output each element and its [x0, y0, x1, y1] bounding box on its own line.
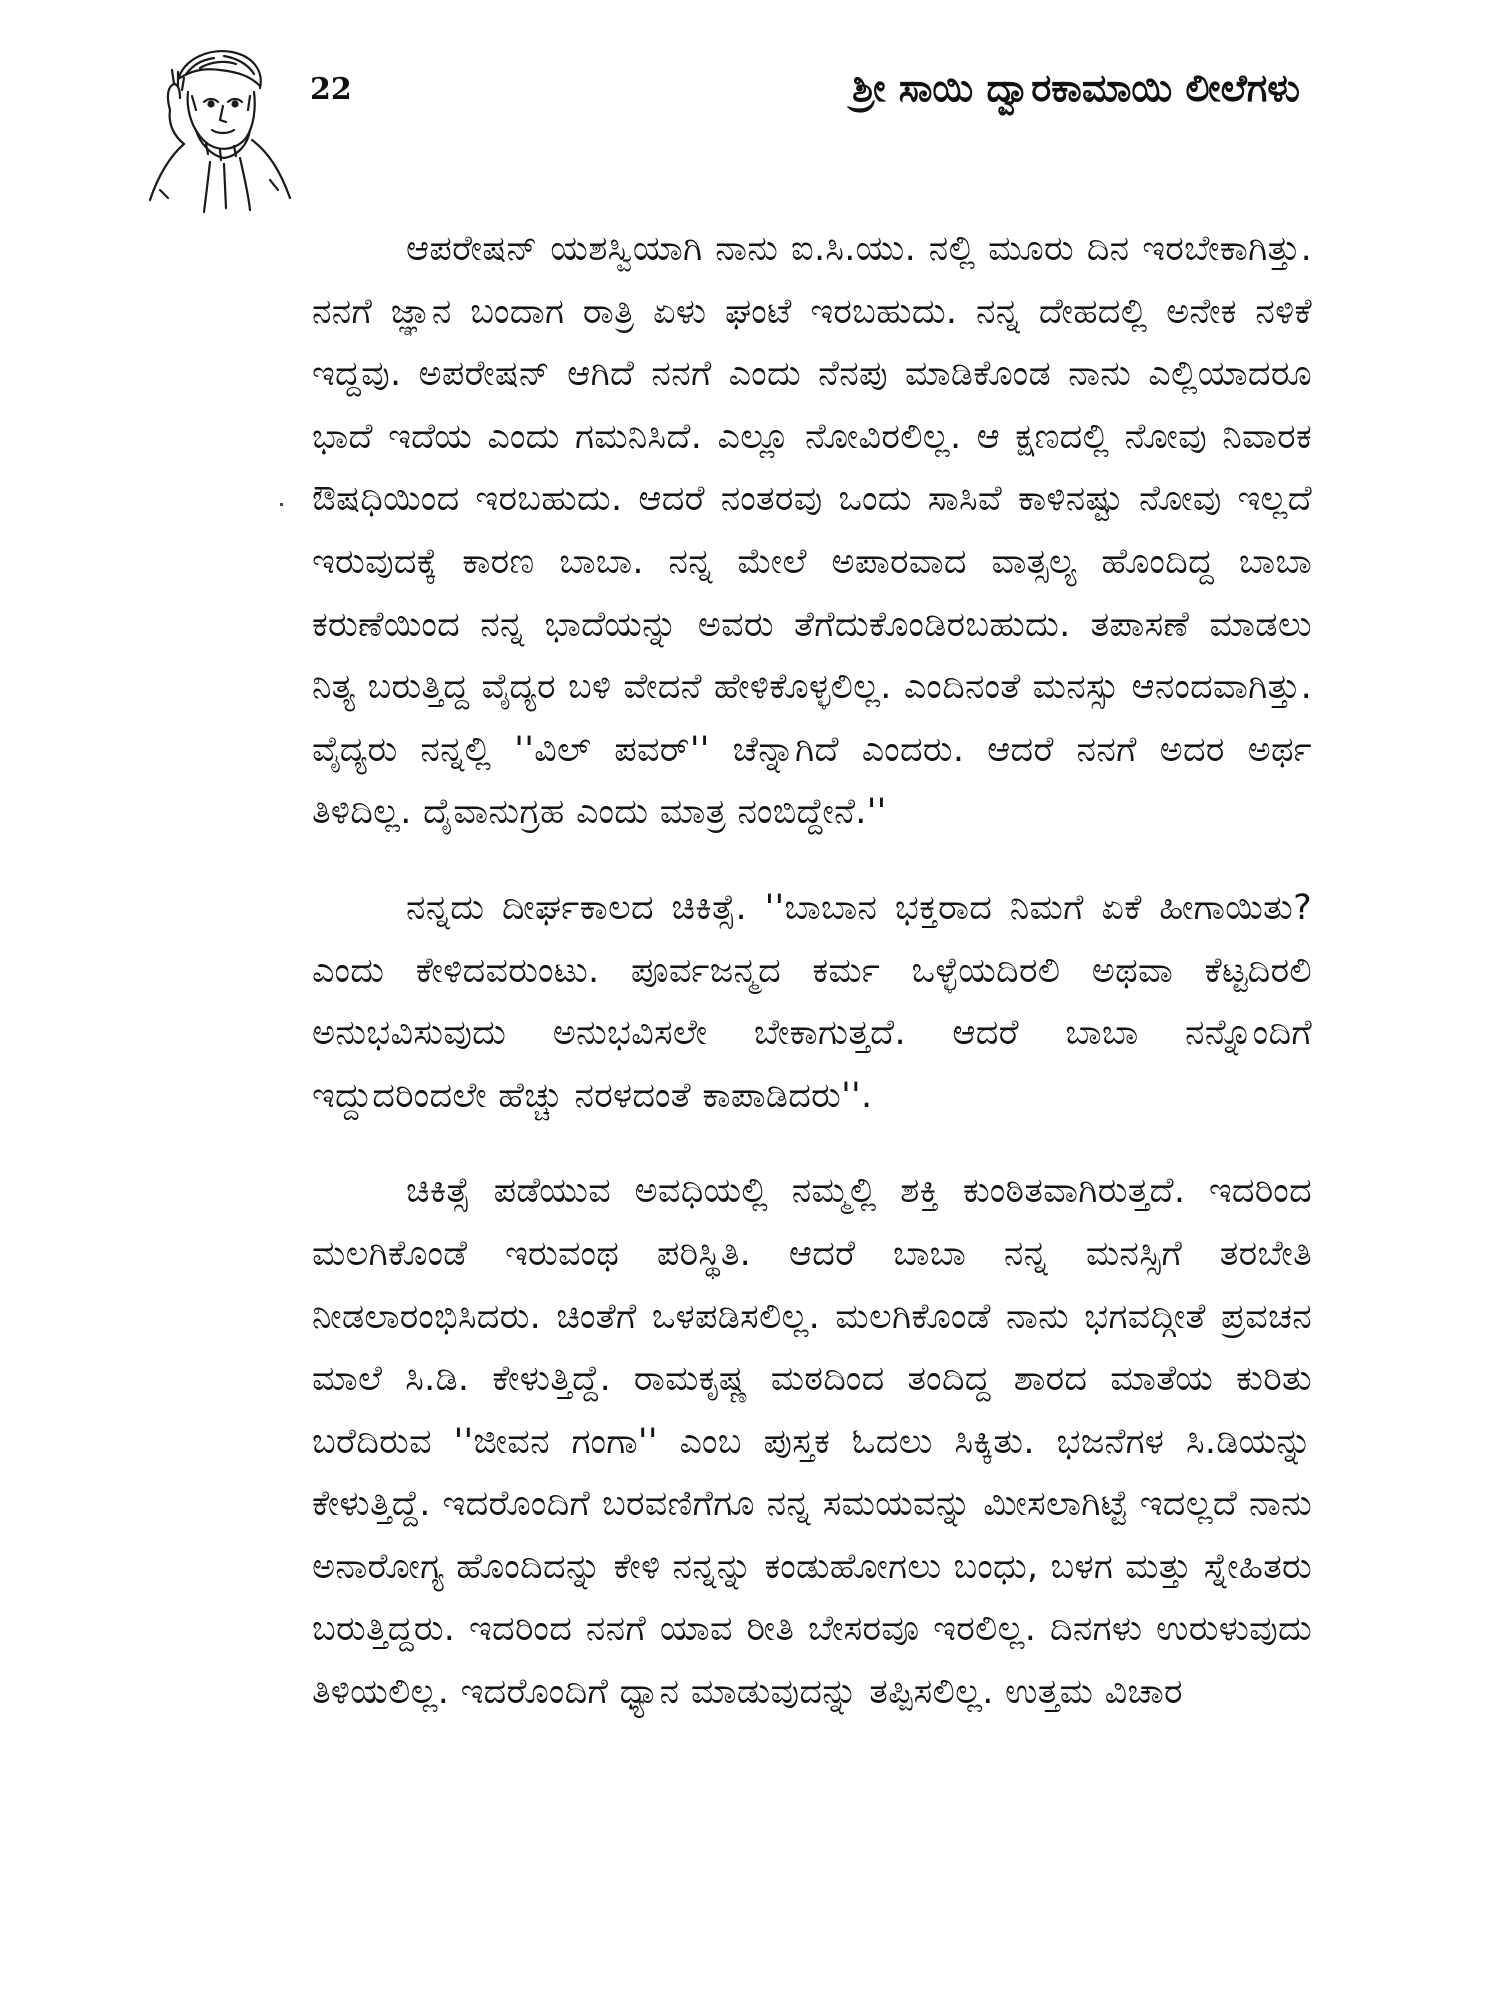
page-number: 22 [310, 72, 352, 107]
paragraph-3: ಚಿಕಿತ್ಸೆ ಪಡೆಯುವ ಅವಧಿಯಲ್ಲಿ ನಮ್ಮಲ್ಲಿ ಶಕ್ತಿ ಕುಂಠಿತವಾಗಿರುತ್ತದೆ. ಇದರಿಂದ ಮಲಗಿಕೊಂಡೆ ಇರುವಂಥ ಪರಿಸ್ಥಿತಿ. ಆದರೆ ಬಾಬಾ ನನ್ನ ಮನಸ್ಸಿಗೆ ತರಬೇತಿ ನೀಡಲಾರಂಭಿಸಿದರು. ಚಿಂತೆಗೆ ಒಳಪಡಿಸಲಿಲ್ಲ. ಮಲಗಿಕೊಂಡೆ ನಾನು ಭಗವದ್ಗೀತೆ ಪ್ರವಚನ ಮಾಲೆ ಸಿ.ಡಿ. ಕೇಳುತ್ತಿದ್ದೆ. ರಾಮಕೃಷ್ಣ ಮಠದಿಂದ ತಂದಿದ್ದ ಶಾರದ ಮಾತೆಯ ಕುರಿತು ಬರೆದಿರುವ ''ಜೀವನ ಗಂಗಾ'' ಎಂಬ ಪುಸ್ತಕ ಓದಲು ಸಿಕ್ಕಿತು. ಭಜನೆಗಳ ಸಿ.ಡಿಯನ್ನು ಕೇಳುತ್ತಿದ್ದೆ. ಇದರೊಂದಿಗೆ ಬರವಣಿಗೆಗೂ ನನ್ನ ಸಮಯವನ್ನು ಮೀಸಲಾಗಿಟ್ಟೆ ಇದಲ್ಲದೆ ನಾನು ಅನಾರೋಗ್ಯ ಹೊಂದಿದನ್ನು ಕೇಳಿ ನನ್ನನ್ನು ಕಂಡುಹೋಗಲು ಬಂಧು, ಬಳಗ ಮತ್ತು ಸ್ನೇಹಿತರು ಬರುತ್ತಿದ್ದರು. ಇದರಿಂದ ನನಗೆ ಯಾವ ರೀತಿ ಬೇಸರವೂ ಇರಲಿಲ್ಲ. ದಿನಗಳು ಉರುಳುವುದು ತಿಳಿಯಲಿಲ್ಲ. ಇದರೊಂದಿಗೆ ಧ್ಯಾನ ಮಾಡುವುದನ್ನು ತಪ್ಪಿಸಲಿಲ್ಲ. ಉತ್ತಮ ವಿಚಾರ [312, 1171, 1312, 1713]
paragraph-1: ಆಪರೇಷನ್ ಯಶಸ್ವಿಯಾಗಿ ನಾನು ಐ.ಸಿ.ಯು. ನಲ್ಲಿ ಮೂರು ದಿನ ಇರಬೇಕಾಗಿತ್ತು. ನನಗೆ ಜ್ಞಾನ ಬಂದಾಗ ರಾತ್ರಿ ಏಳು ಘಂಟೆ ಇರಬಹುದು. ನನ್ನ ದೇಹದಲ್ಲಿ ಅನೇಕ ನಳಿಕೆ ಇದ್ದವು. ಅಪರೇಷನ್ ಆಗಿದೆ ನನಗೆ ಎಂದು ನೆನಪು ಮಾಡಿಕೊಂಡ ನಾನು ಎಲ್ಲಿಯಾದರೂ ಭಾದೆ ಇದೆಯ ಎಂದು ಗಮನಿಸಿದೆ. ಎಲ್ಲೂ ನೋವಿರಲಿಲ್ಲ. ಆ ಕ್ಷಣದಲ್ಲಿ ನೋವು ನಿವಾರಕ ಔಷಧಿಯಿಂದ ಇರಬಹುದು. ಆದರೆ ನಂತರವು ಒಂದು ಸಾಸಿವೆ ಕಾಳಿನಷ್ಟು ನೋವು ಇಲ್ಲದೆ ಇರುವುದಕ್ಕೆ ಕಾರಣ ಬಾಬಾ. ನನ್ನ ಮೇಲೆ ಅಪಾರವಾದ ವಾತ್ಸಲ್ಯ ಹೊಂದಿದ್ದ ಬಾಬಾ ಕರುಣೆಯಿಂದ ನನ್ನ ಭಾದೆಯನ್ನು ಅವರು ತೆಗೆದುಕೊಂಡಿರಬಹುದು. ತಪಾಸಣೆ ಮಾಡಲು ನಿತ್ಯ ಬರುತ್ತಿದ್ದ ವೈದ್ಯರ ಬಳಿ ವೇದನೆ ಹೇಳಿಕೊಳ್ಳಲಿಲ್ಲ. ಎಂದಿನಂತೆ ಮನಸ್ಸು ಆನಂದವಾಗಿತ್ತು. ವೈದ್ಯರು ನನ್ನಲ್ಲಿ ''ವಿಲ್ ಪವರ್'' ಚೆನ್ನಾಗಿದೆ ಎಂದರು. ಆದರೆ ನನಗೆ ಅದರ ಅರ್ಥ ತಿಳಿದಿಲ್ಲ. ದೈವಾನುಗ್ರಹ ಎಂದು ಮಾತ್ರ ನಂಬಿದ್ದೇನೆ.'' [312, 229, 1312, 833]
body-text [312, 218, 1312, 1724]
paragraph-2: ನನ್ನದು ದೀರ್ಘಕಾಲದ ಚಿಕಿತ್ಸೆ. ''ಬಾಬಾನ ಭಕ್ತರಾದ ನಿಮಗೆ ಏಕೆ ಹೀಗಾಯಿತು? ಎಂದು ಕೇಳಿದವರುಂಟು. ಪೂರ್ವಜನ್ಮದ ಕರ್ಮ ಒಳ್ಳೆಯದಿರಲಿ ಅಥವಾ ಕೆಟ್ಟದಿರಲಿ ಅನುಭವಿಸುವುದು ಅನುಭವಿಸಲೇ ಬೇಕಾಗುತ್ತದೆ. ಆದರೆ ಬಾಬಾ ನನ್ನೊಂದಿಗೆ ಇದ್ದುದರಿಂದಲೇ ಹೆಚ್ಚು ನರಳದಂತೆ ಕಾಪಾಡಿದರು''. [312, 887, 1312, 1116]
running-title: ಶ್ರೀ ಸಾಯಿ ದ್ವಾರಕಾಮಾಯಿ ಲೀಲೆಗಳು [852, 66, 1300, 110]
sai-baba-portrait-sketch-icon [140, 40, 310, 215]
margin-mark [280, 503, 283, 506]
